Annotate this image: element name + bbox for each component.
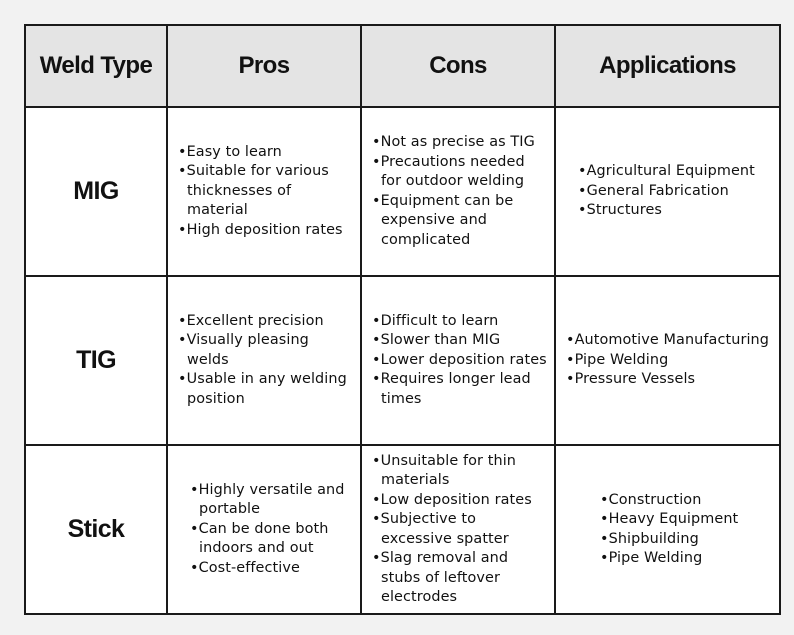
table-row xyxy=(25,276,780,445)
list-item: •Slower than MIG xyxy=(372,332,501,349)
list-item: •Pipe Welding xyxy=(600,550,703,566)
list-item: •Cost-effective xyxy=(190,559,300,576)
list-item: •Subjective to excessive spatter xyxy=(372,511,509,547)
header-pros: Pros xyxy=(167,25,361,107)
list-item: •Suitable for various thicknesses of material xyxy=(178,163,329,219)
header-row xyxy=(25,25,780,107)
list-item: •Precautions needed for outdoor welding xyxy=(372,153,525,189)
list-item: •Shipbuilding xyxy=(600,530,699,547)
pros-list xyxy=(168,143,360,241)
pros-cell xyxy=(167,107,361,276)
pros-list xyxy=(168,481,360,579)
list-item: •Difficult to learn xyxy=(372,312,499,329)
list-item: •Construction xyxy=(600,491,702,508)
list-item: •Excellent precision xyxy=(178,312,324,329)
cons-cell xyxy=(361,445,555,614)
header-cons: Cons xyxy=(361,25,555,107)
list-item: •Lower deposition rates xyxy=(372,351,547,368)
weld-type-cell: Stick xyxy=(25,445,167,614)
pros-cell xyxy=(167,445,361,614)
list-item: •Highly versatile and portable xyxy=(190,481,345,518)
applications-cell xyxy=(555,107,780,276)
list-item: •Equipment can be expensive and complicated xyxy=(372,192,514,248)
list-item: •Low deposition rates xyxy=(372,491,532,508)
cons-list xyxy=(362,312,554,410)
applications-list xyxy=(556,491,779,569)
applications-cell xyxy=(555,445,780,614)
cons-cell xyxy=(361,276,555,445)
pros-list xyxy=(168,312,360,410)
list-item: •Visually pleasing welds xyxy=(178,332,309,368)
list-item: •Heavy Equipment xyxy=(600,511,739,527)
list-item: •Unsuitable for thin materials xyxy=(372,452,517,488)
weld-type-cell: TIG xyxy=(25,276,167,445)
list-item: •High deposition rates xyxy=(178,221,343,238)
table-row xyxy=(25,107,780,276)
header-weld-type: Weld Type xyxy=(25,25,167,107)
list-item: •Pipe Welding xyxy=(566,351,669,368)
list-item: •General Fabrication xyxy=(578,182,729,199)
header-applications: Applications xyxy=(555,25,780,107)
applications-cell xyxy=(555,276,780,445)
pros-cell xyxy=(167,276,361,445)
weld-comparison-table xyxy=(24,24,781,615)
list-item: •Automotive Manufacturing xyxy=(566,332,770,349)
table-row xyxy=(25,445,780,614)
list-item: •Structures xyxy=(578,202,663,219)
list-item: •Slag removal and stubs of leftover electrodes xyxy=(372,550,509,605)
list-item: •Easy to learn xyxy=(178,143,282,160)
cons-list xyxy=(362,133,554,250)
list-item: •Pressure Vessels xyxy=(566,371,696,388)
cons-list xyxy=(362,452,554,608)
list-item: •Agricultural Equipment xyxy=(578,163,755,180)
list-item: •Can be done both indoors and out xyxy=(190,520,329,557)
applications-list xyxy=(556,162,779,221)
list-item: •Usable in any welding position xyxy=(178,371,347,407)
cons-cell xyxy=(361,107,555,276)
weld-type-cell: MIG xyxy=(25,107,167,276)
applications-list xyxy=(556,331,779,390)
list-item: •Requires longer lead times xyxy=(372,371,531,407)
list-item: •Not as precise as TIG xyxy=(372,134,535,150)
